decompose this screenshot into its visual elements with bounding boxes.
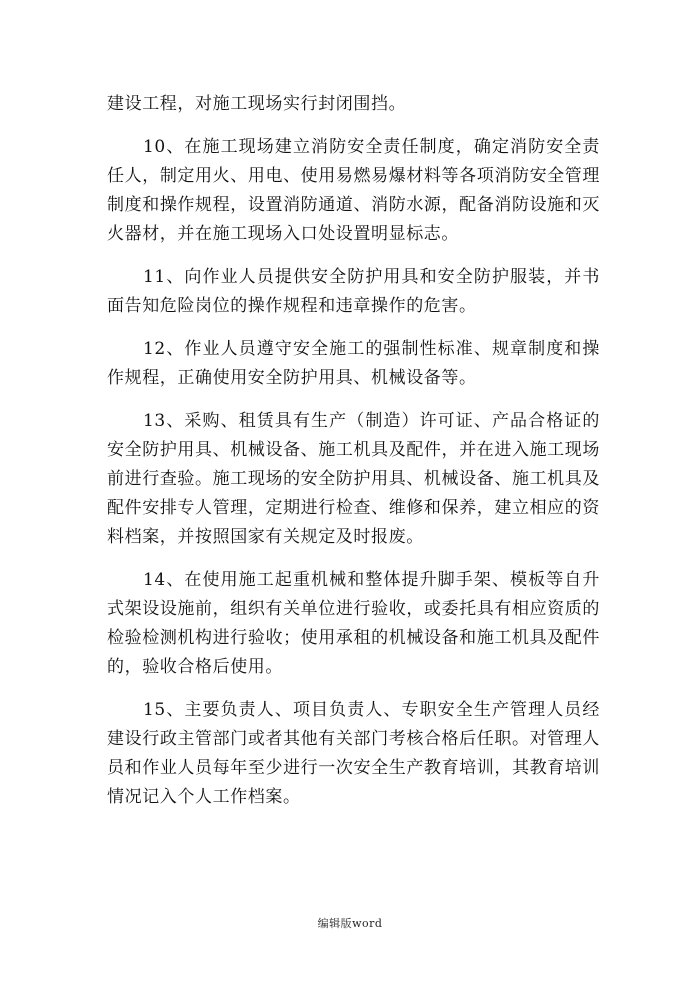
page-footer: 编辑版word: [317, 917, 383, 930]
paragraph-item-11: 11、向作业人员提供安全防护用具和安全防护服装，并书面告知危险岗位的操作规程和违章操作的危害。: [107, 267, 600, 316]
paragraph-item-12: 12、作业人员遵守安全施工的强制性标准、规章制度和操作规程，正确使用安全防护用具、机械设备等。: [107, 339, 600, 388]
paragraph-item-14: 14、在使用施工起重机械和整体提升脚手架、模板等自升式架设设施前，组织有关单位进行验收，或委托具有相应资质的检验检测机构进行验收；使用承租的机械设备和施工机具及配件的，验收合格后使用。: [107, 570, 600, 677]
paragraph-item-13: 13、采购、租赁具有生产（制造）许可证、产品合格证的安全防护用具、机械设备、施工机具及配件，并在进入施工现场前进行查验。施工现场的安全防护用具、机械设备、施工机具及配件安排专人管理，定期进行检查、维修和保养，建立相应的资料档案，并按照国家有关规定及时报废。: [107, 411, 600, 547]
document-body: [107, 90, 600, 812]
paragraph-item-10: 10、在施工现场建立消防安全责任制度，确定消防安全责任人，制定用火、用电、使用易燃易爆材料等各项消防安全管理制度和操作规程，设置消防通道、消防水源，配备消防设施和灭火器材，并在施工现场入口处设置明显标志。: [107, 137, 600, 244]
paragraph-item-15: 15、主要负责人、项目负责人、专职安全生产管理人员经建设行政主管部门或者其他有关部门考核合格后任职。对管理人员和作业人员每年至少进行一次安全生产教育培训，其教育培训情况记入个人工作档案。: [107, 700, 600, 807]
paragraph-continuation: 建设工程，对施工现场实行封闭围挡。: [107, 94, 407, 114]
